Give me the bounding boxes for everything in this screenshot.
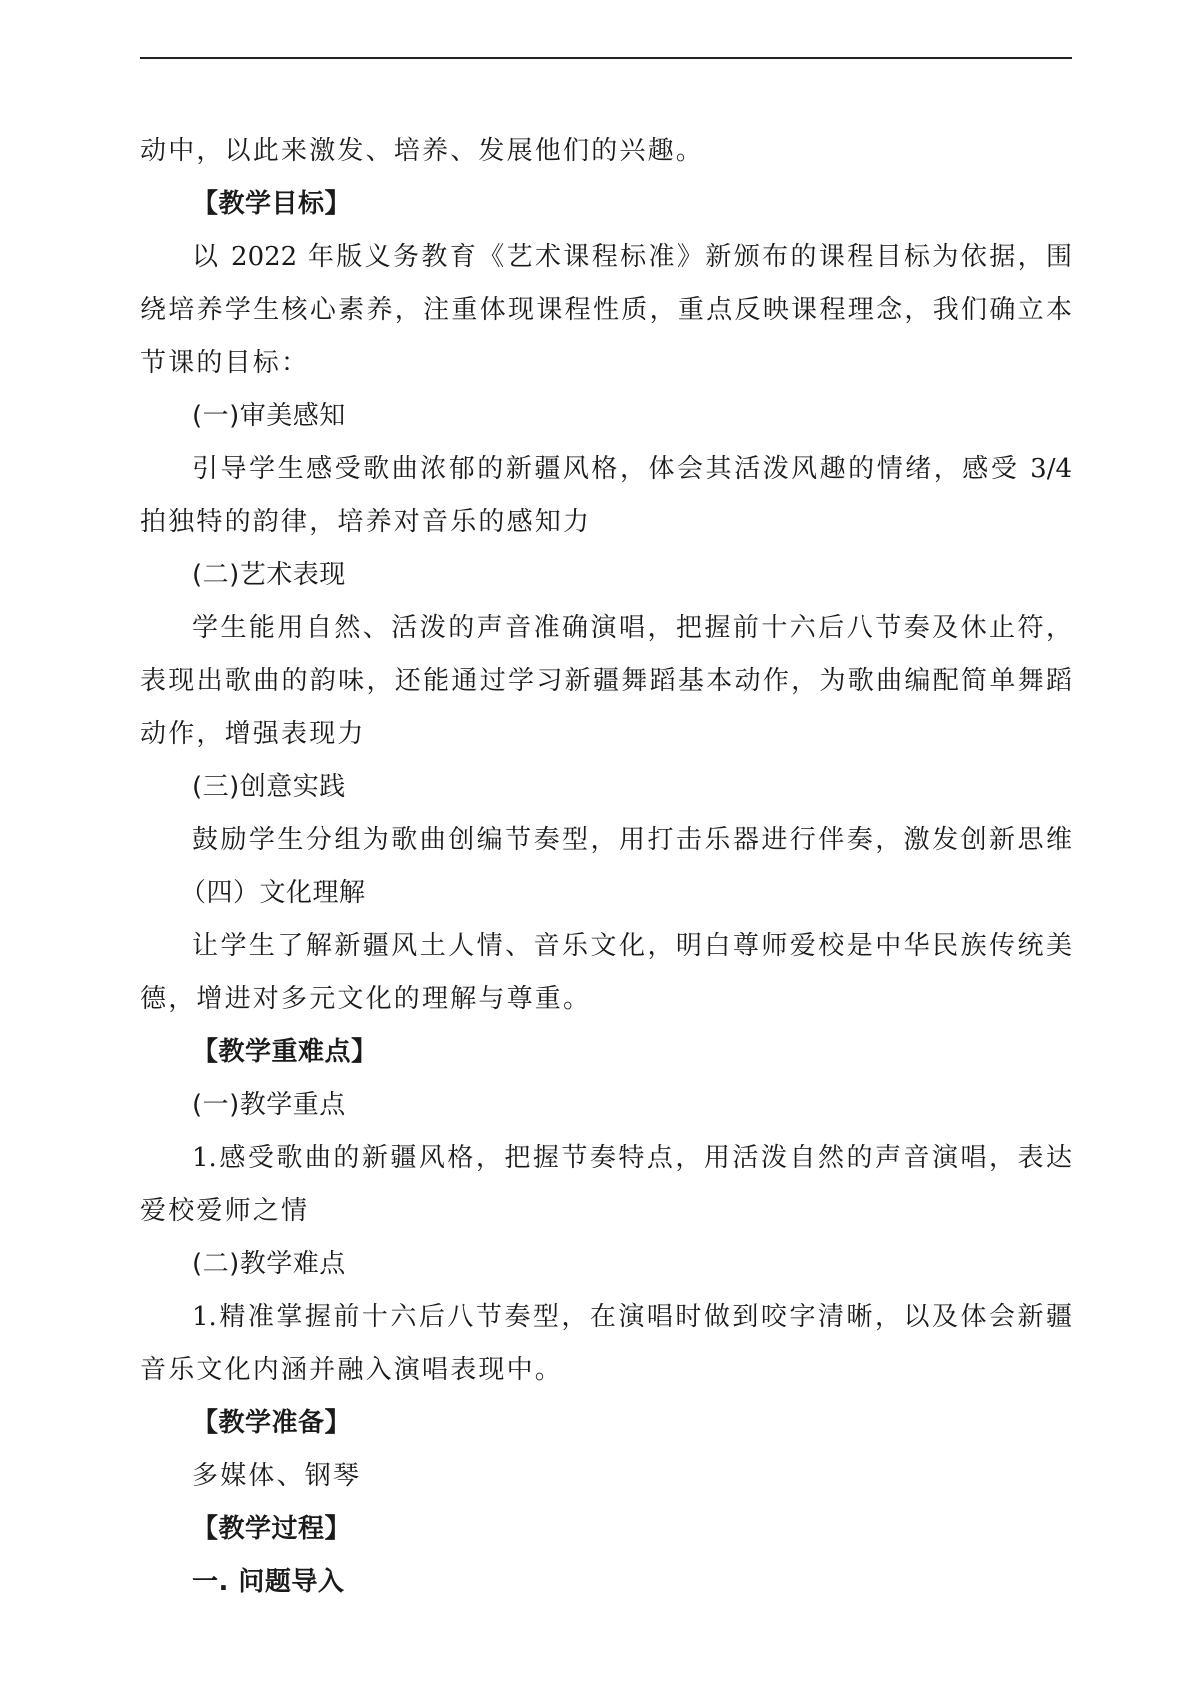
paragraph-line: 动作，增强表现力 [140,719,366,749]
paragraph-line: 爱校爱师之情 [140,1196,310,1226]
paragraph-line: 德，增进对多元文化的理解与尊重。 [140,984,592,1014]
paragraph-line: 绕培养学生核心素养，注重体现课程性质，重点反映课程理念，我们确立本 [140,295,1072,325]
paragraph-line: 多媒体、钢琴 [192,1461,362,1491]
header-rule [140,57,1072,59]
subheading-art-expression: (二)艺术表现 [192,560,346,590]
paragraph-line: 让学生了解新疆风土人情、音乐文化，明白尊师爱校是中华民族传统美 [192,931,1072,961]
subheading-introduction: 一. 问题导入 [192,1567,345,1597]
section-heading-key-difficulties: 【教学重难点】 [192,1037,378,1067]
paragraph-line: 引导学生感受歌曲浓郁的新疆风格，体会其活泼风趣的情绪，感受 3/4 [192,454,1072,484]
paragraph-line: 表现出歌曲的韵味，还能通过学习新疆舞蹈基本动作，为歌曲编配简单舞蹈 [140,666,1072,696]
section-heading-preparation: 【教学准备】 [192,1408,352,1438]
subheading-difficulties: (二)教学难点 [192,1249,346,1279]
section-heading-process: 【教学过程】 [192,1514,352,1544]
section-heading-objectives: 【教学目标】 [192,189,352,219]
subheading-cultural-understanding: （四）文化理解 [180,878,366,908]
subheading-creative-practice: (三)创意实践 [192,772,346,802]
paragraph-line: 音乐文化内涵并融入演唱表现中。 [140,1355,564,1385]
subheading-aesthetic: (一)审美感知 [192,401,346,431]
paragraph-line: 拍独特的韵律，培养对音乐的感知力 [140,507,592,537]
paragraph-line: 1.感受歌曲的新疆风格，把握节奏特点，用活泼自然的声音演唱，表达 [192,1143,1072,1173]
paragraph-line: 节课的目标： [140,348,310,378]
document-body [140,125,1072,1609]
paragraph-line: 以 2022 年版义务教育《艺术课程标准》新颁布的课程目标为依据，围 [192,242,1072,272]
paragraph-line: 学生能用自然、活泼的声音准确演唱，把握前十六后八节奏及休止符， [192,613,1072,643]
paragraph-line: 鼓励学生分组为歌曲创编节奏型，用打击乐器进行伴奏，激发创新思维 [192,825,1072,855]
paragraph-line: 动中，以此来激发、培养、发展他们的兴趣。 [140,136,705,166]
subheading-key-points: (一)教学重点 [192,1090,346,1120]
paragraph-line: 1.精准掌握前十六后八节奏型，在演唱时做到咬字清晰，以及体会新疆 [192,1302,1072,1332]
